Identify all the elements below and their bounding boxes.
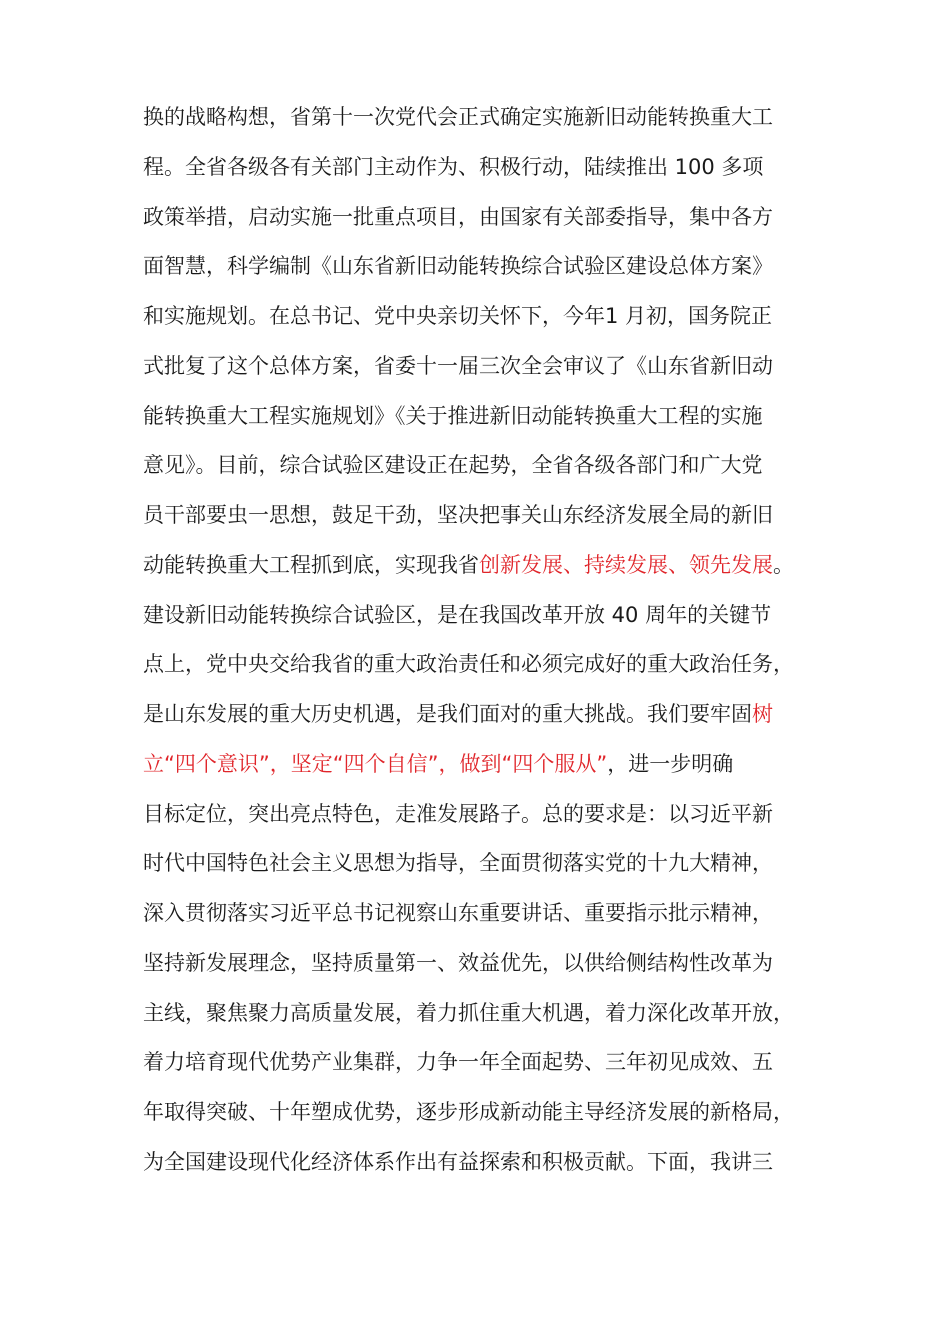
text-segment: 政策举措，启动实施一批重点项目，由国家有关部委指导，集中各方 (143, 204, 773, 229)
text-line (143, 93, 823, 143)
text-segment: 能转换重大工程实施规划》《关于推进新旧动能转换重大工程的实施 (143, 403, 763, 428)
text-segment: 坚持新发展理念，坚持质量第一、效益优先，以供给侧结构性改革为 (143, 950, 773, 975)
text-segment: 程。全省各级各有关部门主动作为、积极行动，陆续推出 100 多项 (143, 154, 764, 179)
text-line (143, 1088, 823, 1138)
text-segment: 主线，聚焦聚力高质量发展，着力抓住重大机遇，着力深化改革开放， (143, 1000, 794, 1025)
text-line (143, 839, 823, 889)
body-text (143, 93, 823, 1188)
text-segment: 建设新旧动能转换综合试验区，是在我国改革开放 40 周年的关键节 (143, 602, 772, 627)
highlighted-text: 树 (752, 702, 773, 726)
text-segment: 面智慧，科学编制《山东省新旧动能转换综合试验区建设总体方案》 (143, 254, 773, 279)
text-line (143, 640, 823, 690)
text-line (143, 889, 823, 939)
text-segment: 员干部要虫一思想，鼓足干劲，坚决把事关山东经济发展全局的新旧 (143, 503, 773, 527)
text-line (143, 193, 823, 243)
text-line (143, 292, 823, 342)
text-line (143, 342, 823, 392)
text-segment: 是山东发展的重大历史机遇，是我们面对的重大挑战。我们要牢固 (143, 702, 752, 726)
text-line (143, 939, 823, 989)
text-segment: ，进一步明确 (607, 751, 734, 776)
text-line (143, 441, 823, 491)
text-segment: 年取得突破、十年塑成优势，逐步形成新动能主导经济发展的新格局， (143, 1100, 794, 1124)
text-segment: 为全国建设现代化经济体系作出有益探索和积极贡献。下面，我讲三 (143, 1149, 773, 1174)
text-line (143, 690, 823, 740)
text-segment: 和实施规划。在总书记、党中央亲切关怀下，今年1 月初，国务院正 (143, 304, 773, 328)
highlighted-text: 创新发展、持续发展、领先发展 (479, 552, 773, 577)
text-segment: 动能转换重大工程抓到底，实现我省 (143, 552, 479, 577)
text-line (143, 392, 823, 442)
text-segment: 。 (773, 552, 794, 577)
text-segment: 时代中国特色社会主义思想为指导，全面贯彻落实党的十九大精神， (143, 851, 773, 876)
text-line (143, 242, 823, 292)
text-line (143, 1038, 823, 1088)
highlighted-text: 立“四个意识”，坚定“四个自信”，做到“四个服从” (143, 751, 608, 776)
text-segment: 点上，党中央交给我省的重大政治责任和必须完成好的重大政治任务， (143, 652, 794, 677)
text-segment: 式批复了这个总体方案，省委十一届三次全会审议了《山东省新旧动 (143, 353, 773, 378)
text-line (143, 989, 823, 1039)
text-segment: 深入贯彻落实习近平总书记视察山东重要讲话、重要指示批示精神， (143, 901, 773, 925)
text-line (143, 740, 823, 790)
text-line (143, 143, 823, 193)
text-segment: 意见》。目前，综合试验区建设正在起势，全省各级各部门和广大党 (143, 453, 763, 478)
text-line (143, 1138, 823, 1188)
text-line (143, 591, 823, 641)
text-line (143, 541, 823, 591)
text-line (143, 790, 823, 840)
text-segment: 换的战略构想，省第十一次党代会正式确定实施新旧动能转换重大工 (143, 105, 773, 129)
text-segment: 着力培育现代优势产业集群，力争一年全面起势、三年初见成效、五 (143, 1050, 773, 1075)
text-segment: 目标定位，突出亮点特色，走准发展路子。总的要求是：以习近平新 (143, 801, 773, 826)
text-line (143, 491, 823, 541)
